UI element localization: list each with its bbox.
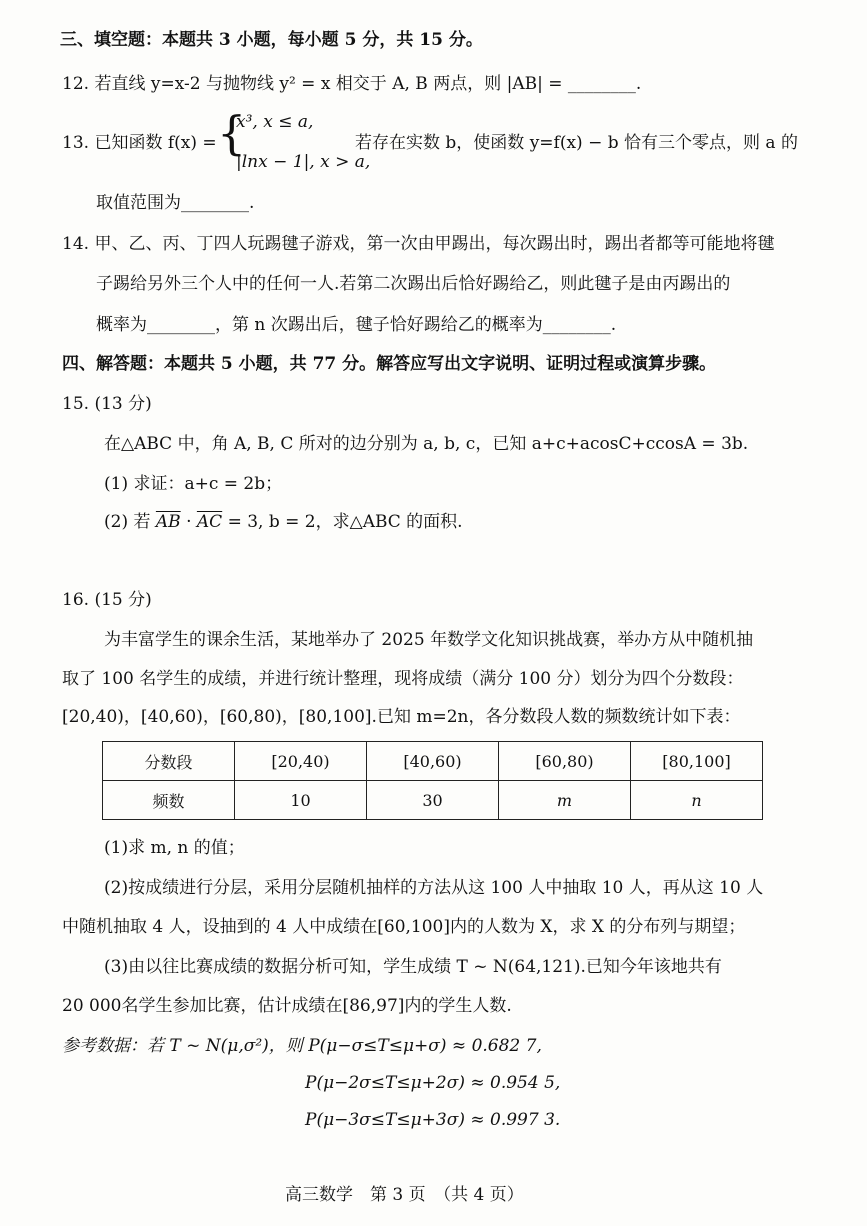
q13-suffix: 若存在实数 b，使函数 y=f(x) − b 恰有三个零点，则 a 的 — [355, 133, 798, 153]
table-cell: [60,80) — [499, 742, 631, 781]
section3-header: 三、填空题：本题共 3 小题，每小题 5 分，共 15 分。 — [60, 30, 483, 50]
q16-stem1: 为丰富学生的课余生活，某地举办了 2025 年数学文化知识挑战赛，举办方从中随机抽 — [104, 630, 754, 650]
q13-case2: |lnx − 1|, x > a, — [236, 152, 371, 172]
q16-stem3: [20,40)，[40,60)，[60,80)，[80,100].已知 m=2n，各分数段人数的频数统计如下表： — [62, 707, 741, 727]
table-cell: 分数段 — [103, 742, 235, 781]
q12-text: 12. 若直线 y=x-2 与抛物线 y² = x 相交于 A, B 两点，则 |AB| = ________. — [62, 74, 642, 94]
q14-line2: 子踢给另外三个人中的任何一人.若第二次踢出后恰好踢给乙，则此毽子是由丙踢出的 — [96, 274, 731, 294]
q16-title: 16. (15 分) — [62, 590, 152, 610]
q15-part2-pre: (2) 若 — [104, 512, 151, 532]
table-cell: [40,60) — [367, 742, 499, 781]
q13-brace: { — [217, 106, 247, 160]
table-header-row — [103, 742, 763, 781]
q13-line2: 取值范围为________. — [96, 193, 255, 213]
dot-operator: · — [180, 512, 197, 532]
table-cell: 频数 — [103, 781, 235, 820]
q15-part1: (1) 求证：a+c = 2b； — [104, 474, 283, 494]
q15-title: 15. (13 分) — [62, 394, 152, 414]
q14-line3: 概率为________，第 n 次踢出后，毽子恰好踢给乙的概率为________. — [96, 315, 617, 335]
vector-ac: $\overline{AC}$ — [196, 512, 223, 532]
q16-stem2: 取了 100 名学生的成绩，并进行统计整理，现将成绩（满分 100 分）划分为四个分数段： — [62, 669, 744, 689]
q16-part3a: (3)由以往比赛成绩的数据分析可知，学生成绩 T ~ N(64,121).已知今年该地共有 — [104, 957, 722, 977]
table-cell: n — [631, 781, 763, 820]
q13-case1: x³, x ≤ a, — [236, 112, 314, 132]
table-cell: 30 — [367, 781, 499, 820]
frequency-table — [102, 741, 763, 820]
table-row — [103, 781, 763, 820]
table-cell: [80,100] — [631, 742, 763, 781]
reference-data-line3: P(μ−3σ≤T≤μ+3σ) ≈ 0.997 3. — [305, 1110, 561, 1130]
q15-part2 — [104, 510, 463, 534]
section4-header: 四、解答题：本题共 5 小题，共 77 分。解答应写出文字说明、证明过程或演算步骤。 — [62, 354, 717, 374]
q15-part2-post: = 3, b = 2，求△ABC 的面积. — [227, 512, 463, 532]
table-cell: 10 — [235, 781, 367, 820]
q16-part3b: 20 000名学生参加比赛，估计成绩在[86,97]内的学生人数. — [62, 996, 512, 1016]
q13-prefix: 13. 已知函数 f(x) = — [62, 133, 217, 153]
q16-part1: (1)求 m, n 的值； — [104, 838, 245, 858]
q14-line1: 14. 甲、乙、丙、丁四人玩踢毽子游戏，第一次由甲踢出，每次踢出时，踢出者都等可能地将毽 — [62, 234, 775, 254]
reference-data-line1: 参考数据：若 T ~ N(μ,σ²)，则 P(μ−σ≤T≤μ+σ) ≈ 0.682 7, — [62, 1036, 542, 1056]
table-cell: [20,40) — [235, 742, 367, 781]
q15-stem: 在△ABC 中，角 A, B, C 所对的边分别为 a, b, c，已知 a+c+acosC+ccosA = 3b. — [104, 434, 749, 454]
q16-part2a: (2)按成绩进行分层，采用分层随机抽样的方法从这 100 人中抽取 10 人，再从这 10 人 — [104, 878, 764, 898]
table-cell: m — [499, 781, 631, 820]
vector-ab: $\overline{AB}$ — [155, 512, 181, 532]
q16-part2b: 中随机抽取 4 人，设抽到的 4 人中成绩在[60,100]内的人数为 X，求 X 的分布列与期望； — [62, 917, 746, 937]
page-footer: 高三数学 第 3 页 （共 4 页） — [285, 1185, 524, 1205]
reference-data-line2: P(μ−2σ≤T≤μ+2σ) ≈ 0.954 5, — [305, 1073, 561, 1093]
